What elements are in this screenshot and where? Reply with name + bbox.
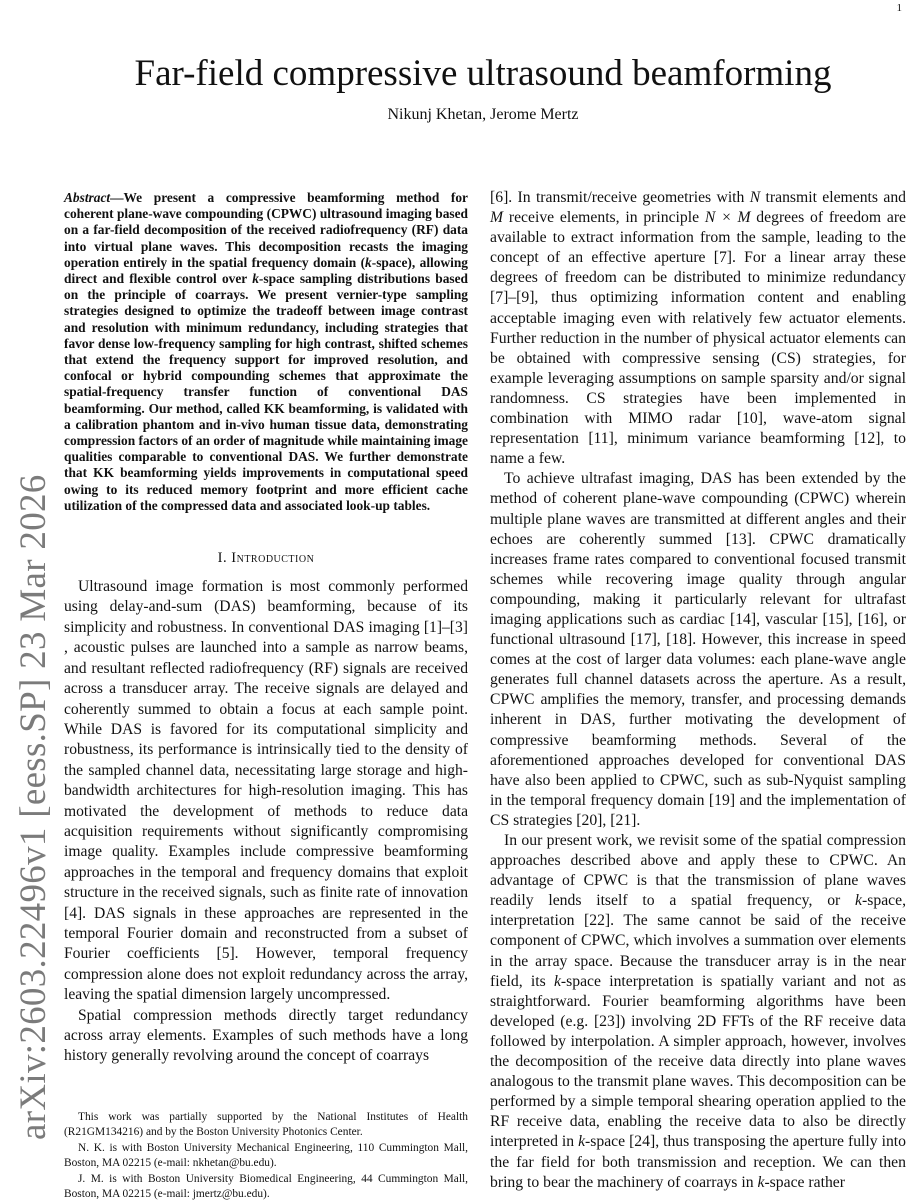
footnote-author-1: N. K. is with Boston University Mechanical Engineering, 110 Cummington Mall, Boston, MA 02215 (e-mail: nkhetan@bu.edu). [64,1141,468,1170]
body-paragraph-cpwc: To achieve ultrafast imaging, DAS has been extended by the method of coherent plane-wave compounding (CPWC) wherein multiple plane waves are transmitted at different angles and their echoes are coherently summed [13]. CPWC dramatically increases frame rates compared to conventional focused transmit schemes while recovering image quality through angular compounding, making it particularly relevant for ultrafast imaging applications such as cardiac [14], vascular [15], [16], or functional ultrasound [17], [18]. However, this increase in speed comes at the cost of larger data volumes: each plane-wave angle generates full channel datasets across the aperture. As a result, CPWC amplifies the memory, transfer, and processing demands inherent in DAS, further motivating the development of compressive beamforming methods. Several of the aforementioned approaches developed for conventional DAS have also been applied to CPWC, such as sub-Nyquist sampling in the temporal frequency domain [19] and the implementation of CS strategies [20], [21]. [490,470,906,829]
math-k: k [855,892,863,910]
body-paragraph-coarrays [490,188,906,469]
math-k: k [578,1133,586,1151]
left-column [64,190,468,1067]
footnote-author-2: J. M. is with Boston University Biomedical Engineering, 44 Cummington Mall, Boston, MA 02215 (e-mail: jmertz@bu.edu). [64,1172,468,1201]
paragraph-text: -space [24], thus transposing the aperture fully into the far field for both transmission and reception. We can then bring to bear the machinery of coarrays in [490,1133,906,1191]
abstract [64,190,468,514]
paragraph-text: -space, interpretation [22]. The same cannot be said of the receive component of CPWC, which involves a summation over elements in the array space. Because the transducer array is in the near field, its [490,892,906,990]
abstract-text-2: -space), allowing direct and flexible control over [64,254,468,287]
section-title: Introduction [231,550,315,567]
footnotes [64,1110,468,1202]
intro-paragraph-2: Spatial compression methods directly target redundancy across array elements. Examples of such methods have a long history generally revolving around the concept of coarrays [64,1006,468,1065]
math-N-times-M: N × M [704,209,751,227]
abstract-math-k: k [365,254,372,270]
paragraph-text: receive elements, in principle [503,209,705,227]
paragraph-text: -space interpretation is spatially variant and not as straightforward. Fourier beamforming algorithms have been developed (e.g. [23]) involving 2D FFTs of the RF receive data followed by interpolation. A simpler approach, however, involves the decomposition of the receive data directly into plane waves analogous to the transmit plane waves. This decomposition can be performed by a simple temporal shearing operation applied to the RF receive data, enabling the receive data to also be directly interpreted in [490,972,906,1151]
abstract-label: Abstract [64,190,111,205]
math-N: N [749,189,761,206]
paragraph-text: degrees of freedom are available to extract information from the sample, leading to the concept of an effective aperture [7]. For a linear array these degrees of freedom can be distributed to minimize redundancy [7]–[9], thus optimizing information content and enabling acceptable imaging even with relatively few actuator elements. Further reduction in the number of physical actuator elements can be obtained with compressive sensing (CS) strategies, for example leveraging assumptions on sample sparsity and/or signal randomness. CS strategies have been implemented in combination with MIMO radar [10], wave-atom signal representation [11], minimum variance beamforming [12], to name a few. [490,209,906,468]
paragraph-text: In our present work, we revisit some of the spatial compression approaches described above and apply these to CPWC. An advantage of CPWC is that the transmission of plane waves readily lends itself to a spatial frequency, or [490,832,906,910]
page-number: 1 [896,2,902,14]
abstract-math-k: k [252,271,259,287]
math-k: k [757,1173,765,1191]
author-list: Nikunj Khetan, Jerome Mertz [387,106,579,123]
body-paragraph-present-work [490,831,906,1193]
abstract-text-3: -space sampling distributions based on the principle of coarrays. We present vernier-type sampling strategies designed to optimize the tradeoff between image contrast and resolution with minimum redundancy, including strategies that favor dense low-frequency sampling for high contrast, shifted schemes that extend the frequency support for improved resolution, and confocal or hybrid compounding schemes that approximate the spatial-frequency transfer function of conventional DAS beamforming. Our method, called KK beamforming, is validated with a calibration phantom and in-vivo human tissue data, demonstrating compression factors of an order of magnitude while maintaining image qualities comparable to conventional DAS. We further demonstrate that KK beamforming yields improvements in computational speed owing to its reduced memory footprint and more efficient cache utilization of the compressed data and associated look-up tables. [64,271,468,513]
right-column [490,188,906,1193]
math-M: M [490,209,504,227]
paragraph-text: -space rather [764,1173,845,1191]
footnote-funding: This work was partially supported by the National Institutes of Health (R21GM134216) and by the Boston University Photonics Center. [64,1111,468,1139]
section-heading-introduction [64,550,468,567]
math-k: k [553,972,561,990]
paragraph-text: transmit elements and [760,189,906,206]
paper-title: Far-field compressive ultrasound beamforming [134,53,832,94]
arxiv-identifier-stamp: arXiv:2603.22496v1 [eess.SP] 23 Mar 2026 [13,474,54,1140]
abstract-text-1: —We present a compressive beamforming method for coherent plane-wave compounding (CPWC) ultrasound imaging based on a far-field decomposition of the received radiofrequency (RF) data into virtual plane waves. This decomposition recasts the imaging operation entirely in the spatial frequency domain ( [64,190,468,270]
paragraph-text: [6]. In transmit/receive geometries with [490,189,750,206]
section-numeral: I. [217,550,232,567]
intro-paragraph-1: Ultrasound image formation is most commonly performed using delay-and-sum (DAS) beamforming, because of its simplicity and robustness. In conventional DAS imaging [1]–[3] , acoustic pulses are launched into a sample as narrow beams, and resultant reflected radiofrequency (RF) signals are received across a transducer array. The receive signals are delayed and coherently summed to obtain a focus at each sample point. While DAS is favored for its computational simplicity and robustness, its performance is intrinsically tied to the density of the sampled channel data, necessitating large storage and high-bandwidth architectures for high-resolution imaging. This has motivated the development of methods to reduce data acquisition requirements without significantly compromising image quality. Examples include compressive beamforming approaches in the temporal and frequency domains that exploit structure in the received signals, such as finite rate of innovation [4]. DAS signals in these approaches are represented in the temporal Fourier domain and reconstructed from a subset of Fourier coefficients [5]. However, temporal frequency compression alone does not exploit redundancy across the array, leaving the spatial dimension largely uncompressed. [64,578,468,1004]
